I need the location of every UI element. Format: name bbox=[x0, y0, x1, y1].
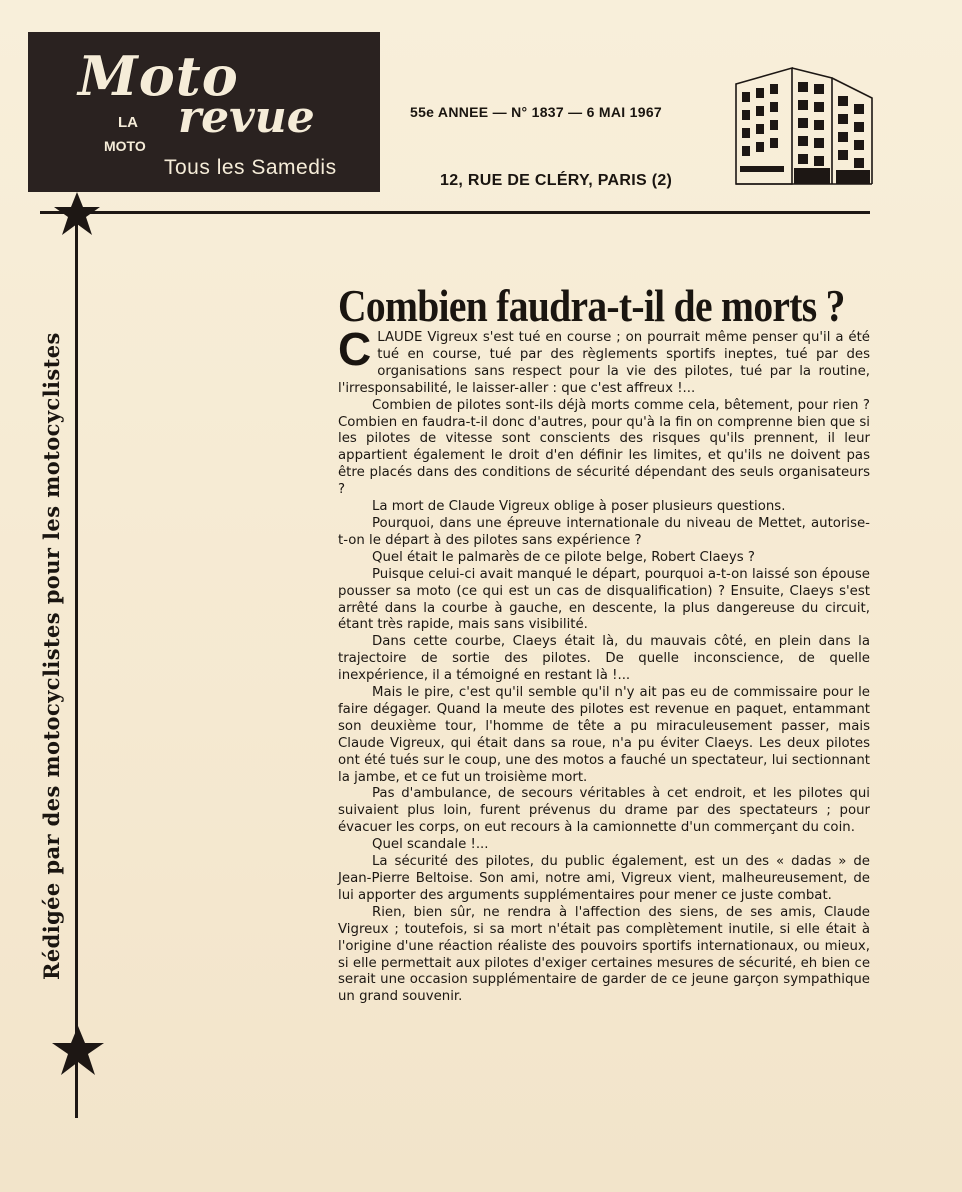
article-paragraph: Rien, bien sûr, ne rendra à l'affection des siens, de ses amis, Claude Vigreux ; toutefois, si sa mort n'était pas complètement inutile, si elle était à l'origine d'une réaction réaliste des pouvoirs sportifs internationaux, ou mieux, si elle permettait aux pilotes d'exiger certaines mesures de sécurité, eh bien ce serait une occasion supplémentaire de garder de ce jeune garçon sympathique un grand souvenir. bbox=[338, 904, 870, 1005]
article-paragraph: CLAUDE Vigreux s'est tué en course ; on pourrait même penser qu'il a été tué en course, tué par des règlements sportifs ineptes, tué par des organisations sans respect pour la vie des pilotes, tué par la routine, l'irresponsabilité, le laisser-aller : que c'est affreux !... bbox=[338, 323, 870, 396]
logo-moto-word: Moto bbox=[78, 44, 239, 108]
article-headline: Combien faudra-t-il de morts ? bbox=[338, 279, 845, 331]
article-paragraph: Dans cette courbe, Claeys était là, du mauvais côté, en plein dans la trajectoire de sortie des pilotes. De quelle inconscience, de quelle inexpérience, il a témoigné en restant là !... bbox=[338, 634, 870, 684]
article-paragraph: Mais le pire, c'est qu'il semble qu'il n'y ait pas eu de commissaire pour le faire dégager. Quand la meute des pilotes est revenue en paquet, entammant son deuxième tour, l'homme de tête a pu miraculeusement passer, mais Claude Vigreux, qui était dans sa roue, n'a pu éviter Claeys. Les deux pilotes ont été tués sur le coup, une des motos a fauché un spectateur, lui sectionnant la jambe, et ce fut un troisième mort. bbox=[338, 685, 870, 785]
drop-cap: C bbox=[338, 323, 372, 375]
article-paragraph: Quel était le palmarès de ce pilote belge, Robert Claeys ? bbox=[372, 549, 755, 565]
logo-la-word: LA bbox=[118, 114, 138, 131]
star-ornament-bottom bbox=[50, 1024, 106, 1078]
publisher-address: 12, RUE DE CLÉRY, PARIS (2) bbox=[440, 172, 673, 189]
star-ornament-top bbox=[52, 190, 102, 238]
article-paragraph: Puisque celui-ci avait manqué le départ, pourquoi a-t-on laissé son épouse pousser sa moto (ce qui est un cas de disqualification) ? Ensuite, Claeys s'est arrêté dans la courbe à gauche, en descente, la plus dangereuse du circuit, étant très rapide, mais sans visibilité. bbox=[338, 566, 870, 633]
article-paragraph: La sécurité des pilotes, du public également, est un des « dadas » de Jean-Pierre Beltoise. Son ami, notre ami, Vigreux vient, malheureusement, de lui apporter des arguments supplémentaires pour mener ce juste combat. bbox=[338, 854, 870, 903]
logo-revue-word: revue bbox=[178, 92, 315, 143]
article-paragraph: Combien de pilotes sont-ils déjà morts comme cela, bêtement, pour rien ? Combien en faudra-t-il donc d'autres, pour qu'à la fin on comprenne bien que si les pilotes de vitesse sont conscients des risques qu'ils prennent, il leur appartient également le droit d'en définir les limites, et qu'ils ne doivent pas être placés dans des conditions de sécurité dépendant des seuls organisateurs ? bbox=[338, 397, 870, 498]
issue-line: 55e ANNEE — N° 1837 — 6 MAI 1967 bbox=[410, 104, 663, 120]
article-paragraph: Pas d'ambulance, de secours véritables à cet endroit, et les pilotes qui suivaient plus loin, furent prévenus du drame par des spectateurs ; pour évacuer les corps, on eut recours à la camionnette d'un commerçant du coin. bbox=[338, 786, 870, 836]
masthead-tagline: Tous les Samedis bbox=[164, 156, 337, 179]
article-paragraph: Quel scandale !... bbox=[372, 837, 489, 853]
header-horizontal-rule bbox=[40, 211, 870, 214]
vertical-slogan: Rédigée par des motocyclistes pour les motocyclistes bbox=[39, 332, 64, 980]
building-illustration bbox=[732, 64, 876, 188]
sidebar-vertical-rule bbox=[75, 214, 78, 1118]
masthead-logo-block bbox=[28, 32, 380, 192]
logo-moto-small-word: MOTO bbox=[104, 138, 146, 154]
article-body bbox=[338, 323, 870, 1006]
article-paragraph: Pourquoi, dans une épreuve internationale du niveau de Mettet, autorise-t-on le départ à des pilotes sans expérience ? bbox=[338, 515, 870, 548]
article-paragraph: La mort de Claude Vigreux oblige à poser plusieurs questions. bbox=[372, 499, 786, 515]
